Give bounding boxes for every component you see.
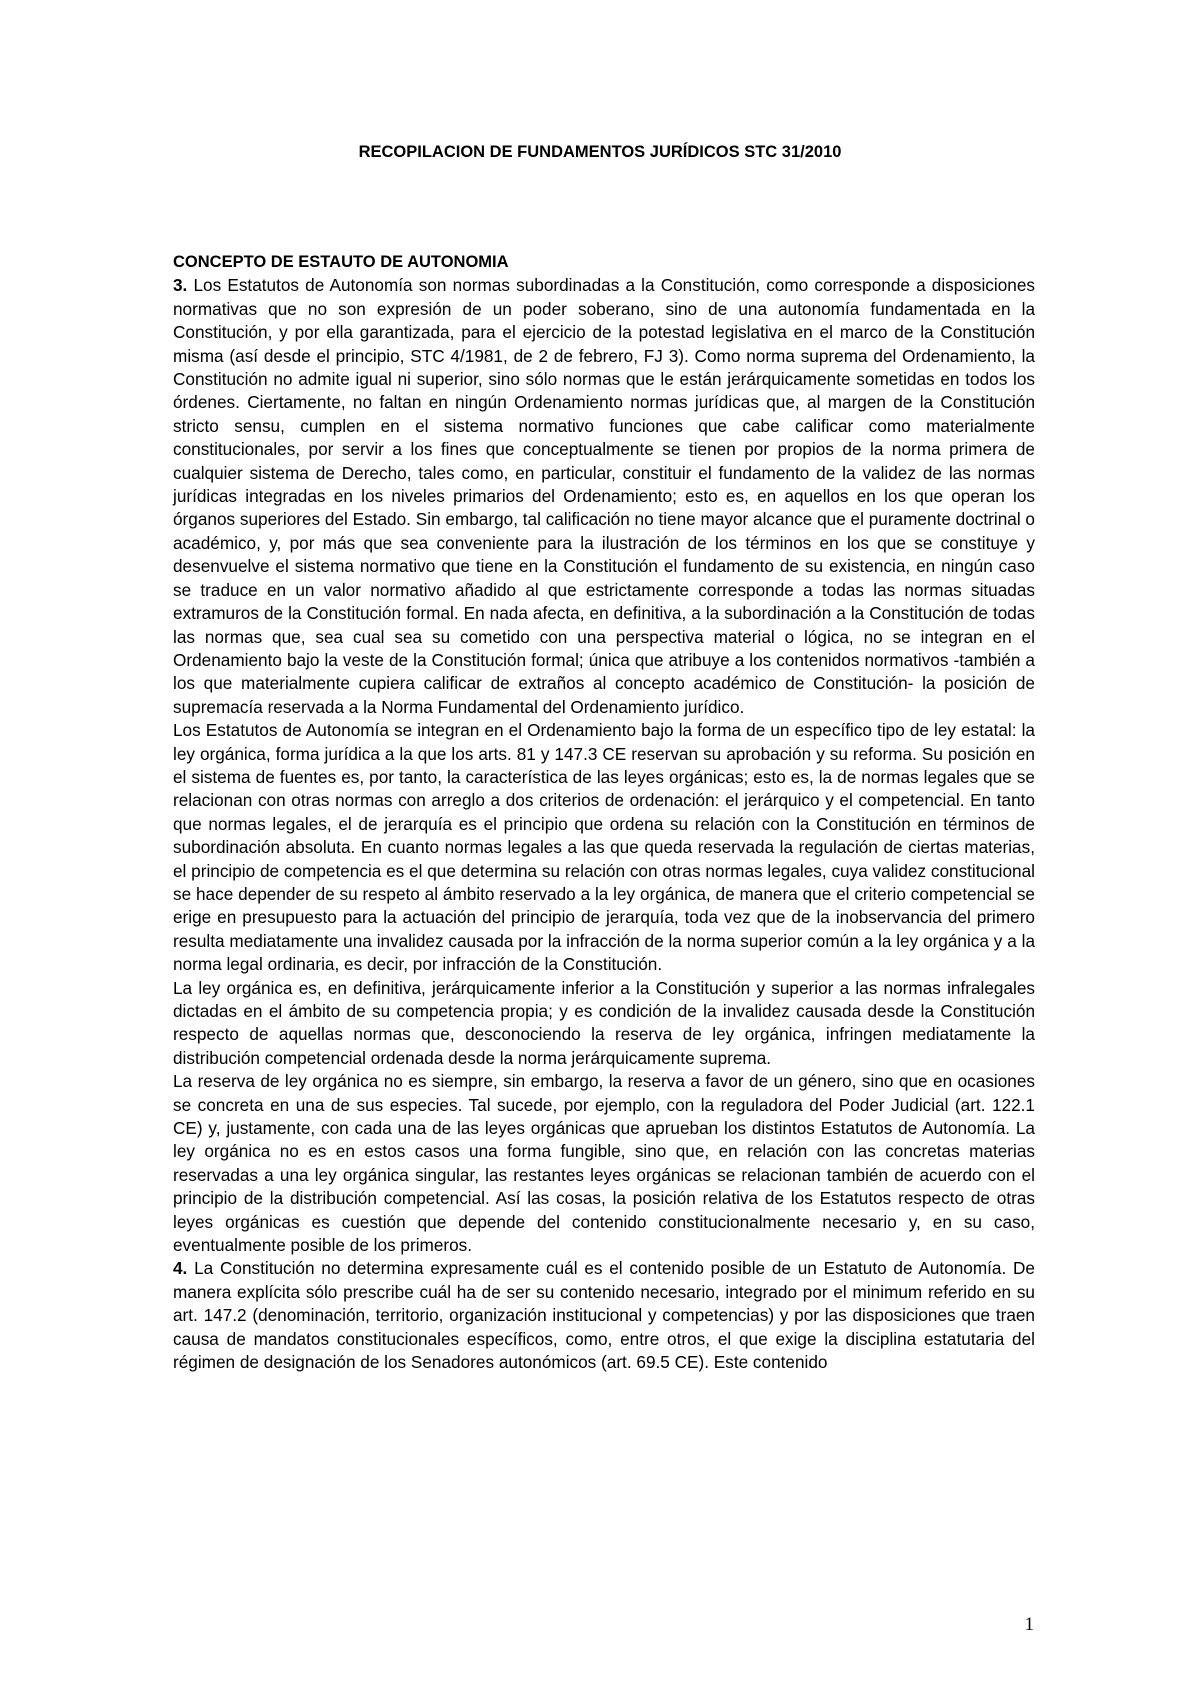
paragraph-text: Los Estatutos de Autonomía se integran en el Ordenamiento bajo la forma de un específico tipo de ley estatal: la ley orgánica, forma jurídica a la que los arts. 81 y 147.3 CE reservan su aprobación y su reforma. Su posición en el sistema de fuentes es, por tanto, la característica de las leyes orgánicas; esto es, la de normas legales que se relacionan con otras normas con arreglo a dos criterios de ordenación: el jerárquico y el competencial. En tanto que normas legales, el de jerarquía es el principio que ordena su relación con la Constitución en términos de subordinación absoluta. En cuanto normas legales a las que queda reservada la regulación de ciertas materias, el principio de competencia es el que determina su relación con otras normas legales, cuya validez constitucional se hace depender de su respeto al ámbito reservado a la ley orgánica, de manera que el criterio competencial se erige en presupuesto para la actuación del principio de jerarquía, toda vez que de la inobservancia del primero resulta mediatamente una invalidez causada por la infracción de la norma superior común a la ley orgánica y a la norma legal ordinaria, es decir, por infracción de la Constitución. — [173, 720, 1035, 975]
paragraph-fj-4 — [173, 1257, 1035, 1374]
paragraph-text: La Constitución no determina expresamente cuál es el contenido posible de un Estatuto de Autonomía. De manera explícita sólo prescribe cuál ha de ser su contenido necesario, integrado por el minimum referido en su art. 147.2 (denominación, territorio, organización institucional y competencias) y por las disposiciones que traen causa de mandatos constitucionales específicos, como, entre otros, el que exige la disciplina estatutaria del régimen de designación de los Senadores autonómicos (art. 69.5 CE). Este contenido — [173, 1258, 1035, 1373]
document-body — [173, 251, 1035, 1375]
paragraph-text: La ley orgánica es, en definitiva, jerárquicamente inferior a la Constitución y superior a las normas infralegales dictadas en el ámbito de su competencia propia; y es condición de la invalidez causada desde la Constitución respecto de aquellas normas que, desconociendo la reserva de ley orgánica, infringen mediatamente la distribución competencial ordenada desde la norma jerárquicamente suprema. — [173, 977, 1035, 1068]
paragraph-fj-3 — [173, 274, 1035, 719]
paragraph-text: La reserva de ley orgánica no es siempre, sin embargo, la reserva a favor de un género, sino que en ocasiones se concreta en una de sus especies. Tal sucede, por ejemplo, con la reguladora del Poder Judicial (art. 122.1 CE) y, justamente, con cada una de las leyes orgánicas que aprueban los distintos Estatutos de Autonomía. La ley orgánica no es en estos casos una forma fungible, sino que, en relación con las concretas materias reservadas a una ley orgánica singular, las restantes leyes orgánicas se relacionan también de acuerdo con el principio de la distribución competencial. Así las cosas, la posición relativa de los Estatutos respecto de otras leyes orgánicas es cuestión que depende del contenido constitucionalmente necesario y, en su caso, eventualmente posible de los primeros. — [173, 1071, 1035, 1256]
paragraph — [173, 977, 1035, 1071]
legal-basis-number: 4. — [173, 1258, 188, 1279]
page-number: 1 — [1024, 1614, 1034, 1635]
document-title: RECOPILACION DE FUNDAMENTOS JURÍDICOS STC 31/2010 — [358, 143, 842, 161]
paragraph-text: Los Estatutos de Autonomía son normas subordinadas a la Constitución, como corresponde a disposiciones normativas que no son expresión de un poder soberano, sino de una autonomía fundamentada en la Constitución, y por ella garantizada, para el ejercicio de la potestad legislativa en el marco de la Constitución misma (así desde el principio, STC 4/1981, de 2 de febrero, FJ 3). Como norma suprema del Ordenamiento, la Constitución no admite igual ni superior, sino sólo normas que le están jerárquicamente sometidas en todos los órdenes. Ciertamente, no faltan en ningún Ordenamiento normas jurídicas que, al margen de la Constitución stricto sensu, cumplen en el sistema normativo funciones que cabe calificar como materialmente constitucionales, por servir a los fines que conceptualmente se tienen por propios de la norma primera de cualquier sistema de Derecho, tales como, en particular, constituir el fundamento de la validez de las normas jurídicas integradas en los niveles primarios del Ordenamiento; esto es, en aquellos en los que operan los órganos superiores del Estado. Sin embargo, tal calificación no tiene mayor alcance que el puramente doctrinal o académico, y, por más que sea conveniente para la ilustración de los términos en los que se constituye y desenvuelve el sistema normativo que tiene en la Constitución el fundamento de su existencia, en ningún caso se traduce en un valor normativo añadido al que estrictamente corresponde a todas las normas situadas extramuros de la Constitución formal. En nada afecta, en definitiva, a la subordinación a la Constitución de todas las normas que, sea cual sea su cometido con una perspectiva material o lógica, no se integran en el Ordenamiento bajo la veste de la Constitución formal; única que atribuye a los contenidos normativos -también a los que materialmente cupiera calificar de extraños al concepto académico de Constitución- la posición de supremacía reservada a la Norma Fundamental del Ordenamiento jurídico. — [173, 275, 1035, 717]
paragraph — [173, 1070, 1035, 1257]
legal-basis-number: 3. — [173, 275, 188, 296]
paragraph — [173, 719, 1035, 976]
section-heading: CONCEPTO DE ESTAUTO DE AUTONOMIA — [173, 253, 509, 271]
